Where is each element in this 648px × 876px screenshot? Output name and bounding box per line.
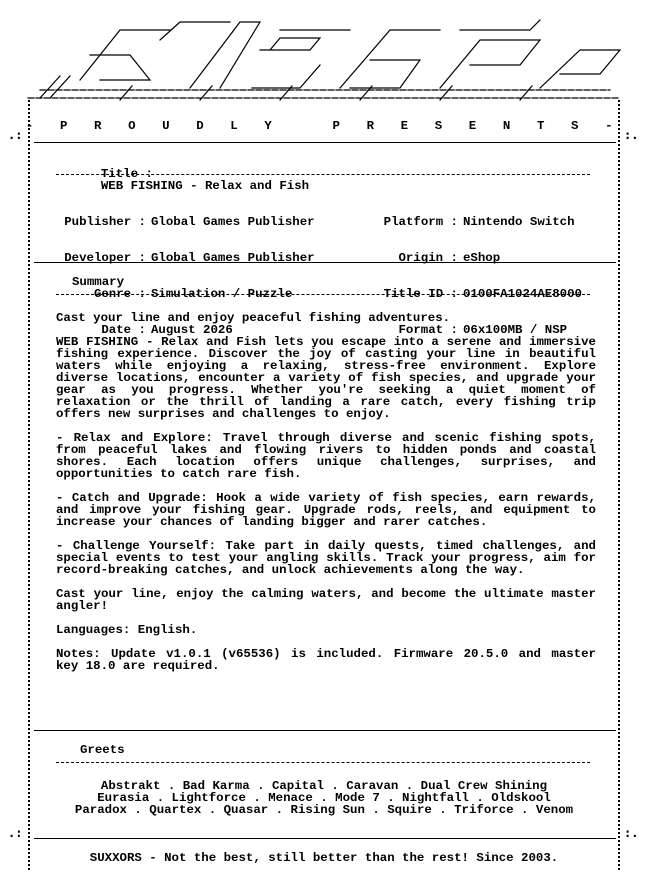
release-title: WEB FISHING - Relax and Fish bbox=[100, 179, 310, 193]
group-logo bbox=[20, 10, 628, 106]
greets-line: Abstrakt . Bad Karma . Capital . Caravan . Dual Crew Shining bbox=[100, 779, 548, 793]
greets-line: Paradox . Quartex . Quasar . Rising Sun . Squire . Triforce . Venom bbox=[74, 803, 574, 817]
title-id-value: 0100FA1024AE8000 bbox=[463, 287, 582, 301]
date-label: Date : bbox=[101, 323, 146, 337]
right-border bbox=[618, 100, 620, 870]
footer-tagline: SUXXORS - Not the best, still better than the rest! Since 2003. bbox=[89, 851, 559, 865]
feature-challenge: - Challenge Yourself: Take part in daily quests, timed challenges, and special events to test your angling skills. Track your progress, aim for record-breaking catches, and unlock achievements along the way. bbox=[56, 539, 596, 577]
summary-paragraph: WEB FISHING - Relax and Fish lets you escape into a serene and immersive fishing experience. Discover the joy of casting your line in beautiful waters while enjoying a relaxing, stress-free environment. Explore diverse locations, encounter a variety of fish species, and upgrade your gear as you progress. Whether you're seeking a quiet moment of relaxation or the thrill of landing a rare catch, every fishing trip offers new surprises and challenges to enjoy. bbox=[56, 335, 596, 421]
feature-catch-upgrade: - Catch and Upgrade: Hook a wide variety of fish species, earn rewards, and improve your fishing gear. Upgrade rods, reels, and equipment to increase your chances of landing bigger and rarer catches. bbox=[56, 491, 596, 529]
greets-heading: Greets bbox=[80, 743, 125, 757]
title-label: Title : bbox=[100, 167, 153, 181]
divider bbox=[34, 838, 616, 839]
corner-mark-left: .: bbox=[8, 128, 23, 142]
divider bbox=[56, 762, 590, 763]
presents-banner: - P R O U D L Y P R E S E N T S - bbox=[25, 119, 623, 133]
summary-closing: Cast your line, enjoy the calming waters, and become the ultimate master angler! bbox=[56, 587, 596, 613]
genre-value: Simulation / Puzzle bbox=[151, 287, 293, 301]
summary-body bbox=[56, 312, 596, 684]
summary-heading: Summary bbox=[72, 275, 125, 289]
genre-label: Genre : bbox=[93, 287, 146, 301]
feature-relax-explore: - Relax and Explore: Travel through diverse and scenic fishing spots, from peaceful lakes and flowing rivers to hidden ponds and coastal shores. Each location offers unique challenges, surprises, and opportunities to catch rare fish. bbox=[56, 431, 596, 481]
publisher-label: Publisher : bbox=[64, 215, 146, 229]
greets-list bbox=[40, 780, 608, 816]
developer-label: Developer : bbox=[64, 251, 146, 265]
corner-mark-left: .: bbox=[8, 826, 23, 840]
corner-mark-right: :. bbox=[624, 826, 639, 840]
format-label: Format : bbox=[398, 323, 458, 337]
title-id-label: Title ID : bbox=[383, 287, 458, 301]
origin-value: eShop bbox=[463, 251, 501, 265]
date-value: August 2026 bbox=[151, 323, 233, 337]
divider bbox=[56, 174, 590, 175]
left-border bbox=[28, 100, 30, 870]
greets-line: Eurasia . Lightforce . Menace . Mode 7 . Nightfall . Oldskool bbox=[97, 791, 551, 805]
divider bbox=[34, 262, 616, 263]
divider bbox=[34, 730, 616, 731]
divider bbox=[56, 294, 590, 295]
summary-tagline: Cast your line and enjoy peaceful fishing adventures. bbox=[56, 311, 451, 325]
languages-line: Languages: English. bbox=[56, 623, 198, 637]
corner-mark-right: :. bbox=[624, 128, 639, 142]
developer-value: Global Games Publisher bbox=[151, 251, 315, 265]
divider bbox=[34, 142, 616, 143]
origin-label: Origin : bbox=[398, 251, 458, 265]
platform-label: Platform : bbox=[383, 215, 458, 229]
publisher-value: Global Games Publisher bbox=[151, 215, 315, 229]
platform-value: Nintendo Switch bbox=[463, 215, 575, 229]
notes-line: Notes: Update v1.0.1 (v65536) is included. Firmware 20.5.0 and master key 18.0 are required. bbox=[56, 647, 596, 673]
format-value: 06x100MB / NSP bbox=[463, 323, 568, 337]
